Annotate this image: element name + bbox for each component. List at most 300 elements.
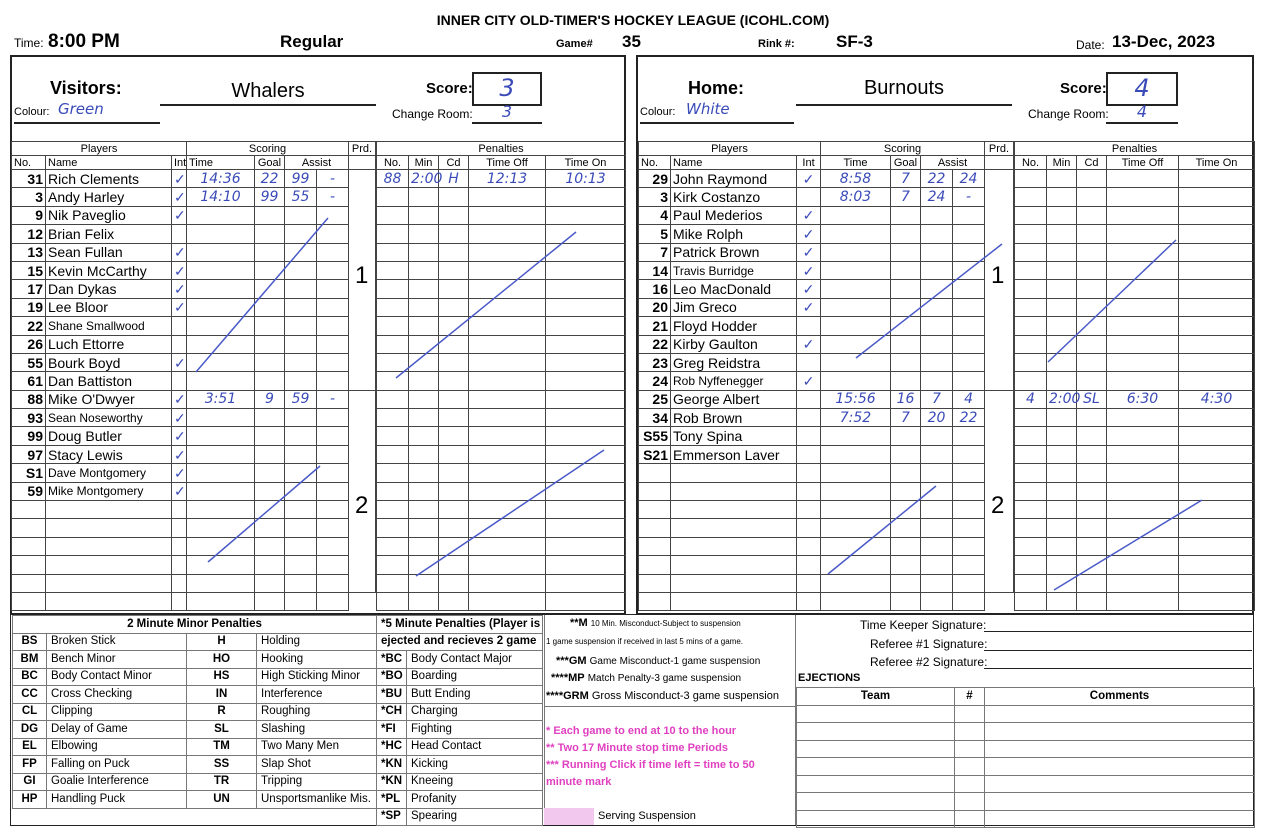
- serving-label: Serving Suspension: [598, 810, 696, 822]
- major-title-2: ejected and recieves 2 game: [377, 633, 543, 651]
- ejection-row: [797, 810, 1255, 828]
- ejection-number-cell[interactable]: [955, 723, 985, 741]
- ejection-team-cell[interactable]: [797, 723, 955, 741]
- penalty-code: FP: [13, 756, 47, 774]
- ejections-number-header: #: [955, 688, 985, 706]
- penalty-desc: Hooking: [257, 651, 377, 669]
- player-number: 14: [639, 261, 671, 279]
- penalty-desc: Kicking: [407, 756, 543, 774]
- ejections-comments-header: Comments: [985, 688, 1255, 706]
- note-1: * Each game to end at 10 to the hour: [546, 725, 737, 737]
- legend-row: [377, 791, 543, 809]
- scoring-assist: 20: [921, 409, 953, 427]
- penalty-code: *SP: [377, 808, 407, 826]
- penalty-desc: Clipping: [47, 703, 187, 721]
- game-type: Regular: [280, 32, 344, 51]
- interested-check: ✓: [172, 409, 187, 427]
- ejection-row: [797, 740, 1255, 758]
- scoring-goal: 7: [891, 188, 921, 206]
- time-header: Time: [821, 156, 891, 170]
- scoring-time: 15:56: [821, 390, 891, 408]
- visitors-colour-label: Colour:: [14, 106, 50, 118]
- ejection-row: [797, 775, 1255, 793]
- legend-row: [377, 808, 543, 826]
- players-header: Players: [12, 142, 187, 156]
- ejections-title: EJECTIONS: [798, 672, 861, 684]
- misconduct-m: [570, 617, 741, 629]
- penalty-desc: Bench Minor: [47, 651, 187, 669]
- player-number: 55: [12, 353, 46, 371]
- penalty-code: HP: [13, 791, 47, 809]
- scoring-goal: 99: [255, 188, 285, 206]
- player-name: John Raymond: [671, 170, 797, 188]
- ejection-team-cell[interactable]: [797, 810, 955, 828]
- game-label: Game#: [556, 38, 593, 50]
- ejection-team-cell[interactable]: [797, 775, 955, 793]
- referee1-signature-label: Referee #1 Signature:: [870, 637, 988, 651]
- game-number: 35: [622, 32, 641, 51]
- note-2: ** Two 17 Minute stop time Periods: [546, 742, 728, 754]
- penalty-code: BC: [13, 668, 47, 686]
- ejection-team-cell[interactable]: [797, 705, 955, 723]
- period-2-label: 2: [355, 492, 369, 519]
- interested-check: ✓: [172, 280, 187, 298]
- scoring-assist: 59: [285, 390, 317, 408]
- legend-row: [13, 651, 377, 669]
- scoring-a2: 4: [953, 390, 985, 408]
- gm-text: Game Misconduct-1 game suspension: [589, 656, 761, 667]
- grm-code: ****GRM: [546, 690, 589, 702]
- note-3: *** Running Click if time left = time to 50: [546, 759, 755, 771]
- assist-header: Assist: [921, 156, 985, 170]
- visitors-score-label: Score:: [426, 80, 473, 97]
- penalty-desc: Body Contact Major: [407, 651, 543, 669]
- interested-check: ✓: [797, 298, 821, 316]
- major-title-1: *5 Minute Penalties (Player is: [377, 616, 543, 634]
- interested-check: ✓: [172, 298, 187, 316]
- scoring-time: 14:36: [187, 170, 255, 188]
- penalty-code: HO: [187, 651, 257, 669]
- scoring-time: 3:51: [187, 390, 255, 408]
- h-pen-p2-strike: [1054, 500, 1202, 590]
- home-team-name: Burnouts: [863, 77, 945, 99]
- visitors-score: 3: [472, 72, 542, 106]
- ejections-team-header: Team: [797, 688, 955, 706]
- legend-row: [377, 703, 543, 721]
- penalty-desc: Body Contact Minor: [47, 668, 187, 686]
- referee2-signature-line[interactable]: [984, 668, 1252, 669]
- ejection-comment-cell[interactable]: [985, 723, 1255, 741]
- scoring-time: 8:58: [821, 170, 891, 188]
- scoring-goal: 22: [255, 170, 285, 188]
- interested-check: ✓: [172, 170, 187, 188]
- interested-check: ✓: [172, 353, 187, 371]
- h-scoring-p2-strike: [828, 486, 936, 574]
- ejection-team-cell[interactable]: [797, 740, 955, 758]
- scoring-assist: 7: [921, 390, 953, 408]
- scoring-goal: 7: [891, 170, 921, 188]
- penalty-code: H: [187, 633, 257, 651]
- misconduct-panel: [544, 615, 796, 825]
- interested-check: ✓: [797, 261, 821, 279]
- home-room-label: Change Room:: [1028, 107, 1109, 121]
- player-name: Greg Reidstra: [671, 353, 797, 371]
- player-name: Sean Fullan: [46, 243, 172, 261]
- minor-title: 2 Minute Minor Penalties: [13, 616, 377, 634]
- player-number: 25: [639, 390, 671, 408]
- ejection-comment-cell[interactable]: [985, 793, 1255, 811]
- legend-row: [377, 756, 543, 774]
- scoring-assist: 22: [921, 170, 953, 188]
- v-scoring-p2-strike: [208, 466, 320, 562]
- interested-check: ✓: [172, 261, 187, 279]
- penalty-desc: Boarding: [407, 668, 543, 686]
- player-number: 12: [12, 225, 46, 243]
- player-number: 15: [12, 261, 46, 279]
- assist-header: Assist: [285, 156, 349, 170]
- penalty-desc: Charging: [407, 703, 543, 721]
- period-1-label: 1: [355, 262, 369, 289]
- player-number: 17: [12, 280, 46, 298]
- interested-check: ✓: [797, 243, 821, 261]
- penalty-code: *BC: [377, 651, 407, 669]
- player-number: S21: [639, 445, 671, 463]
- player-number: 9: [12, 206, 46, 224]
- ejection-comment-cell[interactable]: [985, 758, 1255, 776]
- cd-header: Cd: [1077, 156, 1107, 170]
- ejection-number-cell[interactable]: [955, 740, 985, 758]
- player-name: Paul Mederios: [671, 206, 797, 224]
- penalty-off: 12:13: [469, 170, 546, 188]
- scoring-a2: 22: [953, 409, 985, 427]
- penalty-code: BM: [13, 651, 47, 669]
- player-name: Kirby Gaulton: [671, 335, 797, 353]
- player-number: 3: [639, 188, 671, 206]
- goal-header: Goal: [891, 156, 921, 170]
- penalty-code: *HC: [377, 738, 407, 756]
- m-text-2: 1 game suspension if received in last 5 mins of a game.: [546, 637, 743, 646]
- player-name: Leo MacDonald: [671, 280, 797, 298]
- penalty-desc: Roughing: [257, 703, 377, 721]
- penalty-code: BS: [13, 633, 47, 651]
- interested-check: ✓: [797, 372, 821, 390]
- game-date: 13-Dec, 2023: [1112, 32, 1216, 51]
- interested-check: ✓: [172, 243, 187, 261]
- legend-row: [13, 668, 377, 686]
- penalty-desc: Cross Checking: [47, 686, 187, 704]
- legend-row: [13, 703, 377, 721]
- home-colour: White: [686, 100, 730, 118]
- penalty-code: SL: [187, 721, 257, 739]
- player-name: Doug Butler: [46, 427, 172, 445]
- player-name: Mike Rolph: [671, 225, 797, 243]
- player-name: Dan Battiston: [46, 372, 172, 390]
- penalty-code: *FI: [377, 721, 407, 739]
- penalty-off: 6:30: [1107, 390, 1179, 408]
- penalty-desc: Head Contact: [407, 738, 543, 756]
- date-label: Date:: [1076, 38, 1105, 52]
- player-number: 34: [639, 409, 671, 427]
- interested-check: ✓: [172, 445, 187, 463]
- interested-check: ✓: [172, 390, 187, 408]
- penalty-cd: H: [439, 170, 469, 188]
- penalty-desc: Interference: [257, 686, 377, 704]
- name-header: Name: [671, 156, 797, 170]
- interested-check: ✓: [172, 188, 187, 206]
- legend-row: [13, 721, 377, 739]
- ejection-comment-cell[interactable]: [985, 705, 1255, 723]
- penalties-header: Penalties: [377, 142, 626, 156]
- ejection-number-cell[interactable]: [955, 705, 985, 723]
- minor-penalties-table: [12, 615, 377, 809]
- interested-check: ✓: [172, 427, 187, 445]
- period-1-label: 1: [991, 262, 1005, 289]
- player-number: 88: [12, 390, 46, 408]
- legend-row: [13, 686, 377, 704]
- penalty-code: DG: [13, 721, 47, 739]
- mp-text: Match Penalty-3 game suspension: [587, 673, 742, 684]
- ejection-comment-cell[interactable]: [985, 740, 1255, 758]
- misconduct-gm: [556, 655, 760, 667]
- ejection-number-cell[interactable]: [955, 758, 985, 776]
- player-number: 7: [639, 243, 671, 261]
- scoring-time: 7:52: [821, 409, 891, 427]
- player-name: George Albert: [671, 390, 797, 408]
- timekeeper-signature-label: Time Keeper Signature:: [860, 618, 987, 632]
- referee1-signature-line[interactable]: [984, 650, 1252, 651]
- scoring-time: 8:03: [821, 188, 891, 206]
- cd-header: Cd: [439, 156, 469, 170]
- player-name: Nik Paveglio: [46, 206, 172, 224]
- player-name: Travis Burridge: [671, 261, 797, 279]
- no-header: No.: [12, 156, 46, 170]
- interested-check: ✓: [797, 335, 821, 353]
- legend-row: [13, 756, 377, 774]
- scoring-goal: 9: [255, 390, 285, 408]
- legend-row: [13, 773, 377, 791]
- player-name: Shane Smallwood: [46, 317, 172, 335]
- timekeeper-signature-line[interactable]: [984, 631, 1252, 632]
- penalty-code: *BU: [377, 686, 407, 704]
- scoring-goal: 16: [891, 390, 921, 408]
- player-number: 31: [12, 170, 46, 188]
- player-number: S1: [12, 464, 46, 482]
- penalty-desc: Fighting: [407, 721, 543, 739]
- ejection-number-cell[interactable]: [955, 810, 985, 828]
- scoring-goal: 7: [891, 409, 921, 427]
- scoring-header: Scoring: [187, 142, 349, 156]
- penalty-code: UN: [187, 791, 257, 809]
- penalty-desc: Spearing: [407, 808, 543, 826]
- ejection-team-cell[interactable]: [797, 758, 955, 776]
- time-on-header: Time On: [546, 156, 626, 170]
- scoring-assist: 55: [285, 188, 317, 206]
- ejection-row: [797, 723, 1255, 741]
- grm-text: Gross Misconduct-3 game suspension: [591, 690, 779, 702]
- no-header: No.: [639, 156, 671, 170]
- player-number: 22: [12, 317, 46, 335]
- player-number: 3: [12, 188, 46, 206]
- penalty-code: *CH: [377, 703, 407, 721]
- legend-row: [377, 738, 543, 756]
- home-label: Home:: [688, 78, 745, 98]
- time-header: Time: [187, 156, 255, 170]
- player-number: 26: [12, 335, 46, 353]
- penalty-code: *KN: [377, 773, 407, 791]
- m-text: 10 Min. Misconduct-Subject to suspension: [590, 619, 741, 628]
- misconduct-grm: [546, 690, 779, 702]
- penalty-no: 4: [1015, 390, 1047, 408]
- player-name: Floyd Hodder: [671, 317, 797, 335]
- misconduct-mp: [551, 672, 741, 684]
- penalty-desc: Falling on Puck: [47, 756, 187, 774]
- scoring-assist: 99: [285, 170, 317, 188]
- time-off-header: Time Off: [1107, 156, 1179, 170]
- ejection-row: [797, 758, 1255, 776]
- legend-row: [13, 633, 377, 651]
- home-colour-label: Colour:: [640, 106, 676, 118]
- penalty-desc: Elbowing: [47, 738, 187, 756]
- player-number: 16: [639, 280, 671, 298]
- ejection-comment-cell[interactable]: [985, 775, 1255, 793]
- home-room: 4: [1136, 102, 1148, 121]
- mp-code: ****MP: [551, 672, 585, 684]
- player-name: Sean Noseworthy: [46, 409, 172, 427]
- scoring-header: Scoring: [821, 142, 985, 156]
- legend-row: [377, 651, 543, 669]
- penalty-desc: Holding: [257, 633, 377, 651]
- player-name: Rich Clements: [46, 170, 172, 188]
- scoring-a2: -: [317, 390, 349, 408]
- interested-check: ✓: [172, 206, 187, 224]
- v-pen-p1-strike: [396, 232, 576, 378]
- penalty-code: EL: [13, 738, 47, 756]
- ejection-comment-cell[interactable]: [985, 810, 1255, 828]
- player-number: 99: [12, 427, 46, 445]
- min-header: Min: [409, 156, 439, 170]
- player-number: 93: [12, 409, 46, 427]
- penalty-min: 2:00: [409, 170, 439, 188]
- penalty-on: 10:13: [546, 170, 626, 188]
- scoring-time: 14:10: [187, 188, 255, 206]
- penalty-desc: Butt Ending: [407, 686, 543, 704]
- penalty-cd: SL: [1077, 390, 1107, 408]
- player-name: Stacy Lewis: [46, 445, 172, 463]
- player-name: Patrick Brown: [671, 243, 797, 261]
- penalty-desc: Slap Shot: [257, 756, 377, 774]
- rink-label: Rink #:: [758, 38, 795, 50]
- penalty-desc: Broken Stick: [47, 633, 187, 651]
- player-number: 19: [12, 298, 46, 316]
- interested-check: ✓: [172, 482, 187, 500]
- player-number: 59: [12, 482, 46, 500]
- scoring-a2: 24: [953, 170, 985, 188]
- time-on-header: Time On: [1179, 156, 1255, 170]
- visitors-team-name: Whalers: [231, 80, 305, 102]
- m-code: **M: [570, 617, 588, 629]
- ejection-row: [797, 705, 1255, 723]
- interested-check: ✓: [172, 464, 187, 482]
- player-name: Brian Felix: [46, 225, 172, 243]
- legend-row: [377, 668, 543, 686]
- player-number: 24: [639, 372, 671, 390]
- legend-row: [377, 721, 543, 739]
- penalty-code: SS: [187, 756, 257, 774]
- penalty-code: *PL: [377, 791, 407, 809]
- player-name: Rob Nyffenegger: [671, 372, 797, 390]
- interested-check: ✓: [797, 206, 821, 224]
- player-number: 23: [639, 353, 671, 371]
- player-name: Rob Brown: [671, 409, 797, 427]
- player-name: Andy Harley: [46, 188, 172, 206]
- player-name: Mike Montgomery: [46, 482, 172, 500]
- serving-swatch: [544, 808, 594, 825]
- h-scoring-p1-strike: [856, 244, 1005, 358]
- legend-row: [13, 738, 377, 756]
- player-name: Bourk Boyd: [46, 353, 172, 371]
- home-score: 4: [1106, 72, 1178, 106]
- int-header: Int: [172, 156, 187, 170]
- interested-check: ✓: [797, 280, 821, 298]
- player-name: Dave Montgomery: [46, 464, 172, 482]
- major-penalties-table: [376, 615, 543, 826]
- v-pen-p2-strike: [416, 450, 604, 576]
- players-header: Players: [639, 142, 821, 156]
- legend-row: [377, 686, 543, 704]
- legend-row: [13, 791, 377, 809]
- penalty-desc: Tripping: [257, 773, 377, 791]
- player-number: 21: [639, 317, 671, 335]
- penalty-desc: Goalie Interference: [47, 773, 187, 791]
- interested-check: ✓: [797, 170, 821, 188]
- goal-header: Goal: [255, 156, 285, 170]
- player-name: Mike O'Dwyer: [46, 390, 172, 408]
- penalty-desc: Profanity: [407, 791, 543, 809]
- misc-divider: [544, 706, 796, 707]
- player-number: 5: [639, 225, 671, 243]
- penalty-code: GI: [13, 773, 47, 791]
- ejection-row: [797, 793, 1255, 811]
- penalty-desc: Delay of Game: [47, 721, 187, 739]
- ejection-team-cell[interactable]: [797, 793, 955, 811]
- player-number: 97: [12, 445, 46, 463]
- gm-code: ***GM: [556, 655, 587, 667]
- name-header: Name: [46, 156, 172, 170]
- player-name: Jim Greco: [671, 298, 797, 316]
- visitors-room: 3: [501, 102, 513, 121]
- penalty-code: CL: [13, 703, 47, 721]
- penalty-code: *KN: [377, 756, 407, 774]
- ejections-table: [796, 687, 1255, 828]
- ejection-number-cell[interactable]: [955, 793, 985, 811]
- visitors-room-label: Change Room:: [392, 107, 473, 121]
- scoring-assist: 24: [921, 188, 953, 206]
- v-scoring-p1-strike: [196, 218, 328, 372]
- ejection-number-cell[interactable]: [955, 775, 985, 793]
- period-2-label: 2: [991, 492, 1005, 519]
- penalty-no: 88: [377, 170, 409, 188]
- league-title: INNER CITY OLD-TIMER'S HOCKEY LEAGUE (ICOHL.COM): [436, 12, 830, 28]
- player-name: Kirk Costanzo: [671, 188, 797, 206]
- player-name: Luch Ettorre: [46, 335, 172, 353]
- time-label: Time:: [14, 36, 44, 50]
- penalty-code: *BO: [377, 668, 407, 686]
- pen-no-header: No.: [1015, 156, 1047, 170]
- home-score-label: Score:: [1060, 80, 1107, 97]
- player-number: 22: [639, 335, 671, 353]
- player-number: 4: [639, 206, 671, 224]
- penalty-code: TR: [187, 773, 257, 791]
